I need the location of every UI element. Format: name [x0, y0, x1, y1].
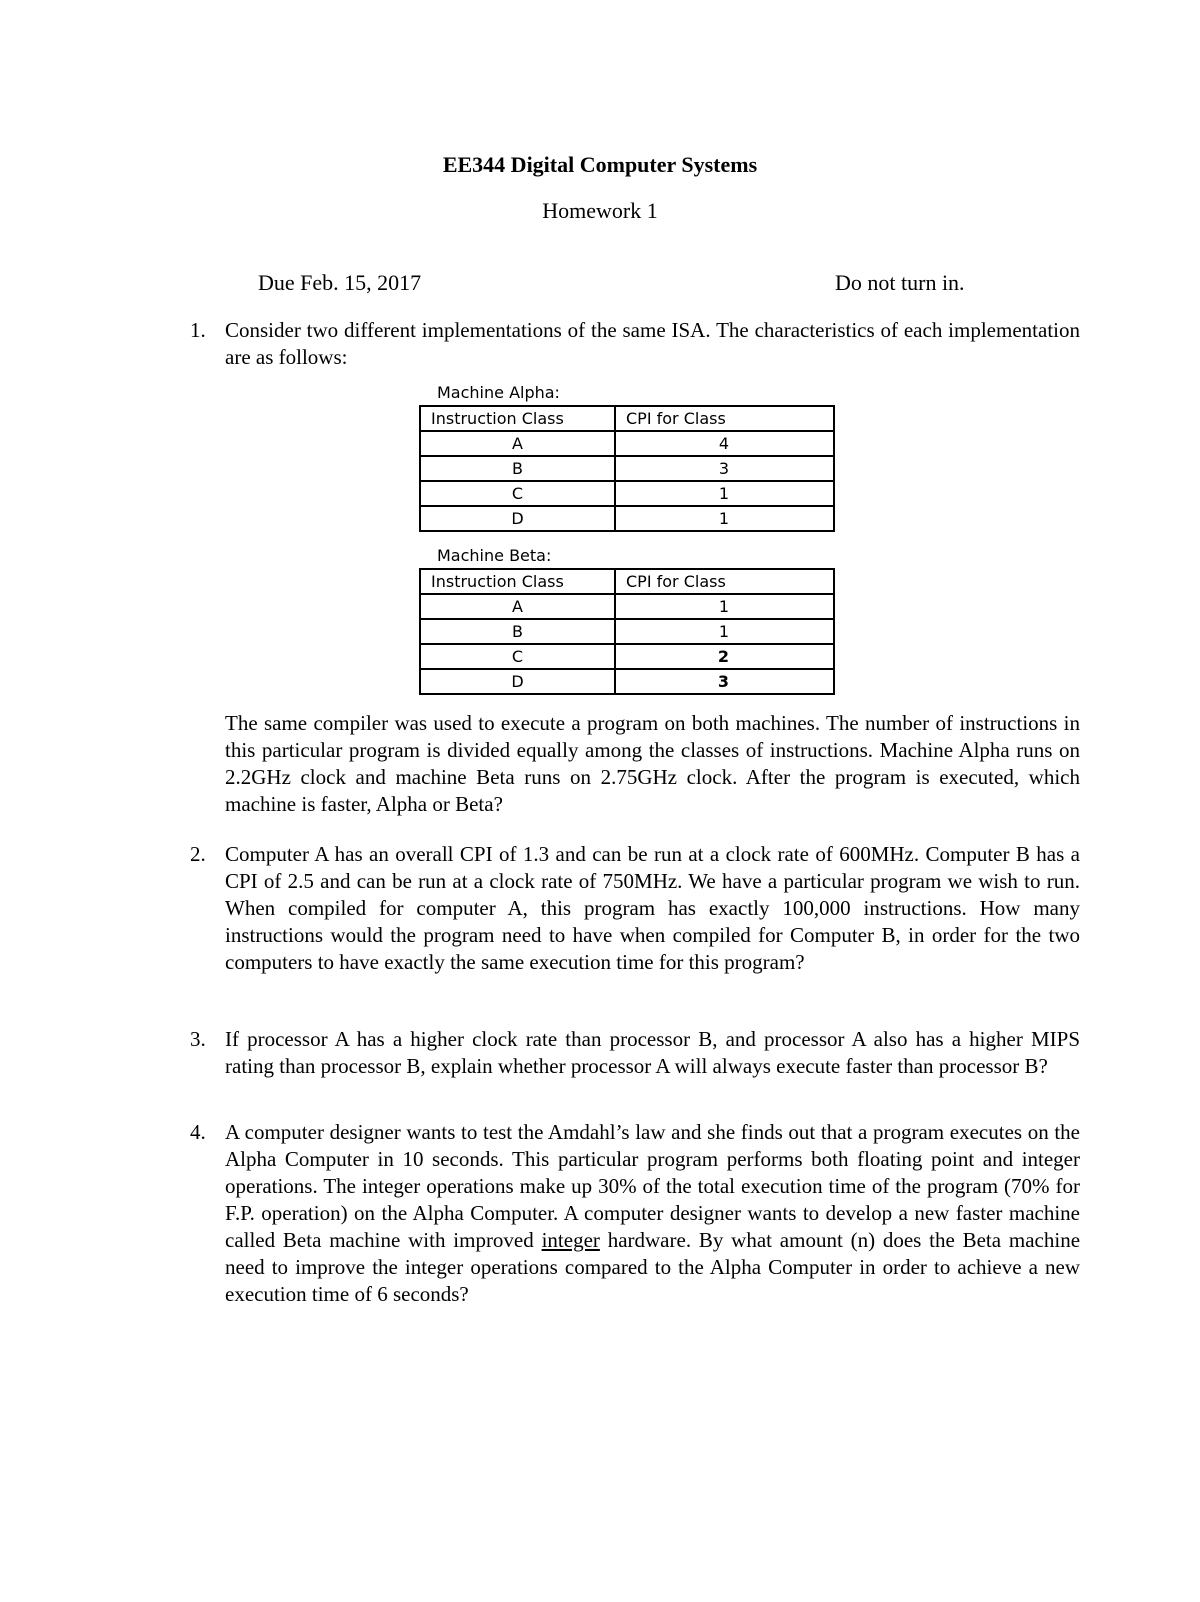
table-row	[420, 506, 834, 531]
question-1-intro: Consider two different implementations of the same ISA. The characteristics of each implementation are as follows:	[225, 318, 1080, 369]
question-4-text-part: A computer designer wants to test the Amdahl’s law and she finds out that a program executes on the Alpha Computer in 10 seconds. This particular program performs both floating point and integer operations. The integer operations make up 30% of the total execution time of the program (70% for F.P. operation) on the Alpha Computer. A computer designer wants to develop a new faster machine called Beta machine with improved	[225, 1120, 1080, 1252]
machine-beta-table	[419, 568, 835, 695]
page-subtitle: Homework 1	[542, 198, 658, 223]
column-header: Instruction Class	[420, 406, 615, 431]
machine-alpha-table	[419, 405, 835, 532]
cpi-cell: 1	[615, 481, 834, 506]
instruction-class-cell: D	[420, 669, 615, 694]
table-header-row	[420, 406, 834, 431]
cpi-cell: 1	[615, 619, 834, 644]
question-2	[190, 841, 1080, 976]
machine-alpha-label: Machine Alpha:	[437, 383, 560, 402]
table-row	[420, 481, 834, 506]
table-header-row	[420, 569, 834, 594]
table-row	[420, 431, 834, 456]
machine-beta-label: Machine Beta:	[437, 546, 552, 565]
cpi-cell: 1	[615, 594, 834, 619]
question-3-text: If processor A has a higher clock rate than processor B, and processor A also has a higher MIPS rating than processor B, explain whether processor A will always execute faster than processor B?	[225, 1027, 1080, 1078]
question-number: 2.	[190, 842, 206, 866]
question-3	[190, 1026, 1080, 1080]
table-row	[420, 644, 834, 669]
question-1	[190, 317, 1080, 371]
question-4	[190, 1119, 1080, 1308]
table-row	[420, 669, 834, 694]
question-number: 3.	[190, 1027, 206, 1051]
question-number: 4.	[190, 1120, 206, 1144]
question-1-outro: The same compiler was used to execute a program on both machines. The number of instructions in this particular program is divided equally among the classes of instructions. Machine Alpha runs on 2.2GHz clock and machine Beta runs on 2.75GHz clock. After the program is executed, which machine is faster, Alpha or Beta?	[225, 711, 1080, 816]
cpi-cell: 4	[615, 431, 834, 456]
underlined-word: integer	[541, 1228, 600, 1252]
instruction-class-cell: D	[420, 506, 615, 531]
instruction-class-cell: A	[420, 594, 615, 619]
column-header: CPI for Class	[615, 569, 834, 594]
instruction-class-cell: C	[420, 481, 615, 506]
cpi-cell: 2	[615, 644, 834, 669]
question-2-text: Computer A has an overall CPI of 1.3 and can be run at a clock rate of 600MHz. Computer B has a CPI of 2.5 and can be run at a clock rate of 750MHz. We have a particular program we wish to run. When compiled for computer A, this program has exactly 100,000 instructions. How many instructions would the program need to have when compiled for Computer B, in order for the two computers to have exactly the same execution time for this program?	[225, 842, 1080, 974]
column-header: Instruction Class	[420, 569, 615, 594]
instruction-class-cell: B	[420, 619, 615, 644]
instruction-class-cell: C	[420, 644, 615, 669]
table-row	[420, 619, 834, 644]
table-row	[420, 456, 834, 481]
table-row	[420, 594, 834, 619]
instruction-class-cell: A	[420, 431, 615, 456]
turn-in-note: Do not turn in.	[835, 270, 965, 295]
column-header: CPI for Class	[615, 406, 834, 431]
cpi-cell: 3	[615, 456, 834, 481]
question-4-text	[225, 1119, 1080, 1308]
question-number: 1.	[190, 318, 206, 342]
cpi-cell: 3	[615, 669, 834, 694]
cpi-cell: 1	[615, 506, 834, 531]
instruction-class-cell: B	[420, 456, 615, 481]
question-4-text-part: hardware. By what amount (n) does the Beta machine need to improve the integer operations compared to the Alpha Computer in order to achieve a new execution time of 6 seconds?	[225, 1228, 1081, 1306]
page-title: EE344 Digital Computer Systems	[442, 152, 758, 177]
due-date: Due Feb. 15, 2017	[258, 270, 422, 295]
